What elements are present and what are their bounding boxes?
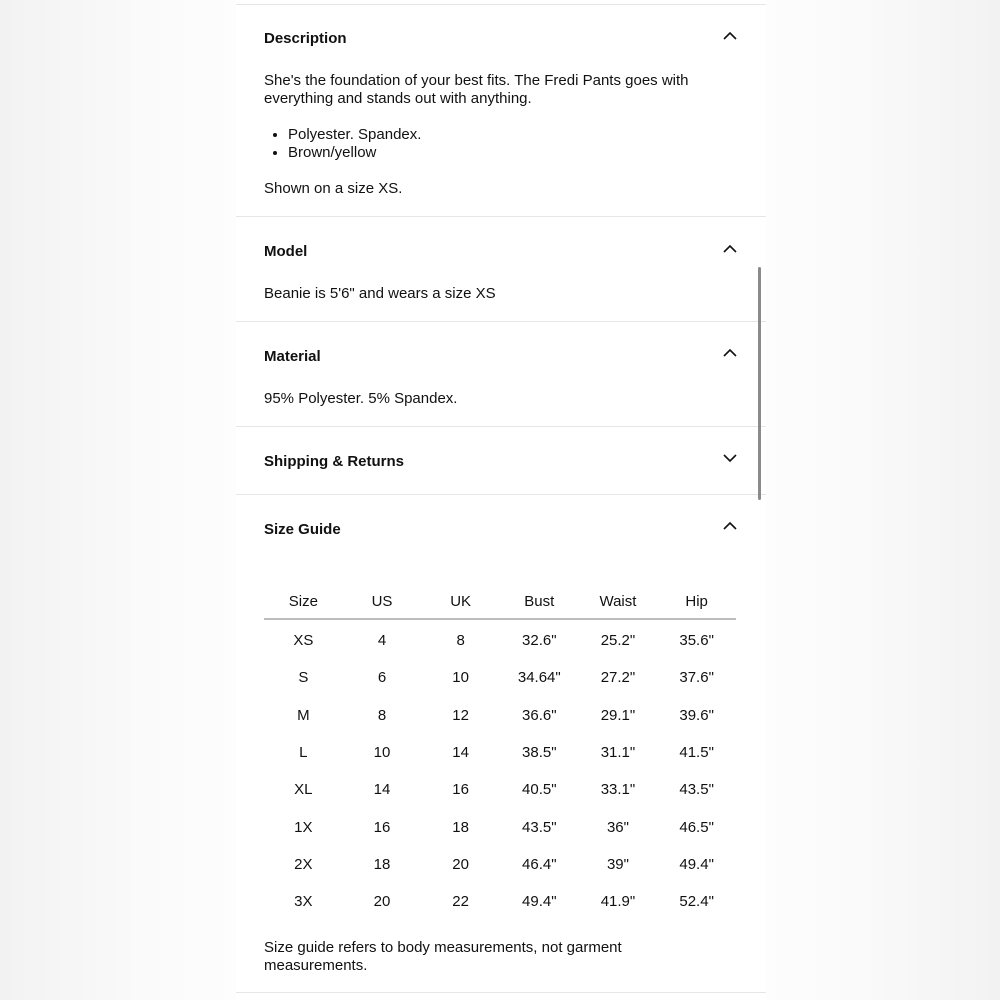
- table-cell: 2X: [294, 855, 313, 873]
- table-header-row: [264, 584, 736, 619]
- table-cell: 40.5": [522, 781, 557, 799]
- divider: [236, 4, 766, 5]
- table-cell: 12: [452, 706, 469, 724]
- divider: [236, 494, 766, 495]
- column-header: Waist: [579, 584, 658, 619]
- description-bullet-list: [264, 126, 421, 162]
- table-cell: 34.64": [517, 669, 561, 687]
- table-row: [264, 659, 736, 696]
- table-cell: 20: [373, 893, 391, 911]
- table-cell: 31.1": [600, 744, 636, 762]
- column-header: Hip: [657, 584, 736, 619]
- table-cell: 46.4": [522, 855, 557, 873]
- table-cell: 35.6": [679, 632, 714, 650]
- table-row: [264, 619, 736, 659]
- table-row: [264, 771, 736, 808]
- chevron-up-icon[interactable]: [722, 30, 738, 42]
- table-cell: 25.2": [600, 632, 636, 650]
- page-background-right: [766, 0, 1000, 1000]
- column-header: Size: [264, 584, 343, 619]
- table-cell: 10: [373, 744, 391, 762]
- table-cell: 6: [377, 669, 387, 687]
- table-cell: 1X: [294, 818, 313, 836]
- chevron-down-icon[interactable]: [722, 452, 738, 464]
- column-header: US: [343, 584, 422, 619]
- accordion-header-size-guide[interactable]: Size Guide: [264, 521, 341, 538]
- table-cell: M: [297, 706, 310, 724]
- table-cell: 10: [452, 669, 469, 687]
- table-cell: 43.5": [679, 781, 714, 799]
- table-cell: 8: [377, 706, 387, 724]
- accordion-header-model[interactable]: Model: [264, 243, 308, 260]
- table-cell: 38.5": [522, 744, 557, 762]
- table-cell: 52.4": [679, 893, 714, 911]
- table-cell: 18: [452, 818, 469, 836]
- table-row: [264, 808, 736, 845]
- divider: [236, 216, 766, 217]
- table-row: [264, 697, 736, 734]
- table-row: [264, 734, 736, 771]
- description-text: She's the foundation of your best fits. The Fredi Pants goes with everything and stands out with anything.: [264, 72, 689, 107]
- column-header: Bust: [500, 584, 579, 619]
- divider: [236, 321, 766, 322]
- table-cell: S: [298, 669, 309, 687]
- size-guide-table: [264, 584, 736, 920]
- material-text: 95% Polyester. 5% Spandex.: [264, 390, 458, 407]
- table-cell: 43.5": [522, 818, 557, 836]
- table-cell: 14: [373, 781, 391, 799]
- model-text: Beanie is 5'6" and wears a size XS: [264, 285, 496, 302]
- list-item: • Brown/yellow: [288, 144, 421, 162]
- table-cell: 49.4": [522, 893, 557, 911]
- divider: [236, 992, 766, 993]
- table-cell: 16: [373, 818, 391, 836]
- table-cell: XL: [294, 781, 313, 799]
- table-cell: 14: [452, 744, 469, 762]
- table-cell: 37.6": [679, 669, 714, 687]
- scrollbar[interactable]: [758, 267, 761, 500]
- chevron-up-icon[interactable]: [722, 520, 738, 532]
- accordion-header-description[interactable]: Description: [264, 30, 347, 47]
- table-cell: 4: [377, 632, 387, 650]
- shown-on-size-text: Shown on a size XS.: [264, 180, 403, 197]
- table-cell: 41.5": [679, 744, 714, 762]
- table-row: [264, 846, 736, 883]
- table-cell: XS: [293, 632, 314, 650]
- table-cell: 20: [452, 855, 469, 873]
- product-details-panel: [236, 0, 766, 1000]
- table-cell: 29.1": [600, 706, 636, 724]
- table-cell: 49.4": [679, 855, 714, 873]
- list-item: • Polyester. Spandex.: [288, 126, 421, 144]
- table-cell: L: [299, 744, 308, 762]
- accordion-header-shipping-returns[interactable]: Shipping & Returns: [264, 453, 404, 470]
- accordion-header-material[interactable]: Material: [264, 348, 321, 365]
- table-cell: 27.2": [600, 669, 636, 687]
- table-cell: 3X: [294, 893, 313, 911]
- page-background-left: [0, 0, 236, 1000]
- table-cell: 33.1": [600, 781, 636, 799]
- table-cell: 16: [452, 781, 469, 799]
- table-cell: 41.9": [600, 893, 636, 911]
- table-cell: 39": [606, 855, 629, 873]
- table-cell: 36": [606, 818, 629, 836]
- chevron-up-icon[interactable]: [722, 243, 738, 255]
- table-cell: 39.6": [679, 706, 714, 724]
- size-guide-note: Size guide refers to body measurements, not garment measurements.: [264, 939, 622, 974]
- table-cell: 46.5": [679, 818, 714, 836]
- table-cell: 22: [452, 893, 469, 911]
- chevron-up-icon[interactable]: [722, 347, 738, 359]
- table-cell: 32.6": [522, 632, 557, 650]
- table-cell: 8: [456, 632, 465, 650]
- table-row: [264, 883, 736, 920]
- table-cell: 18: [373, 855, 391, 873]
- table-cell: 36.6": [522, 706, 557, 724]
- column-header: UK: [421, 584, 500, 619]
- divider: [236, 426, 766, 427]
